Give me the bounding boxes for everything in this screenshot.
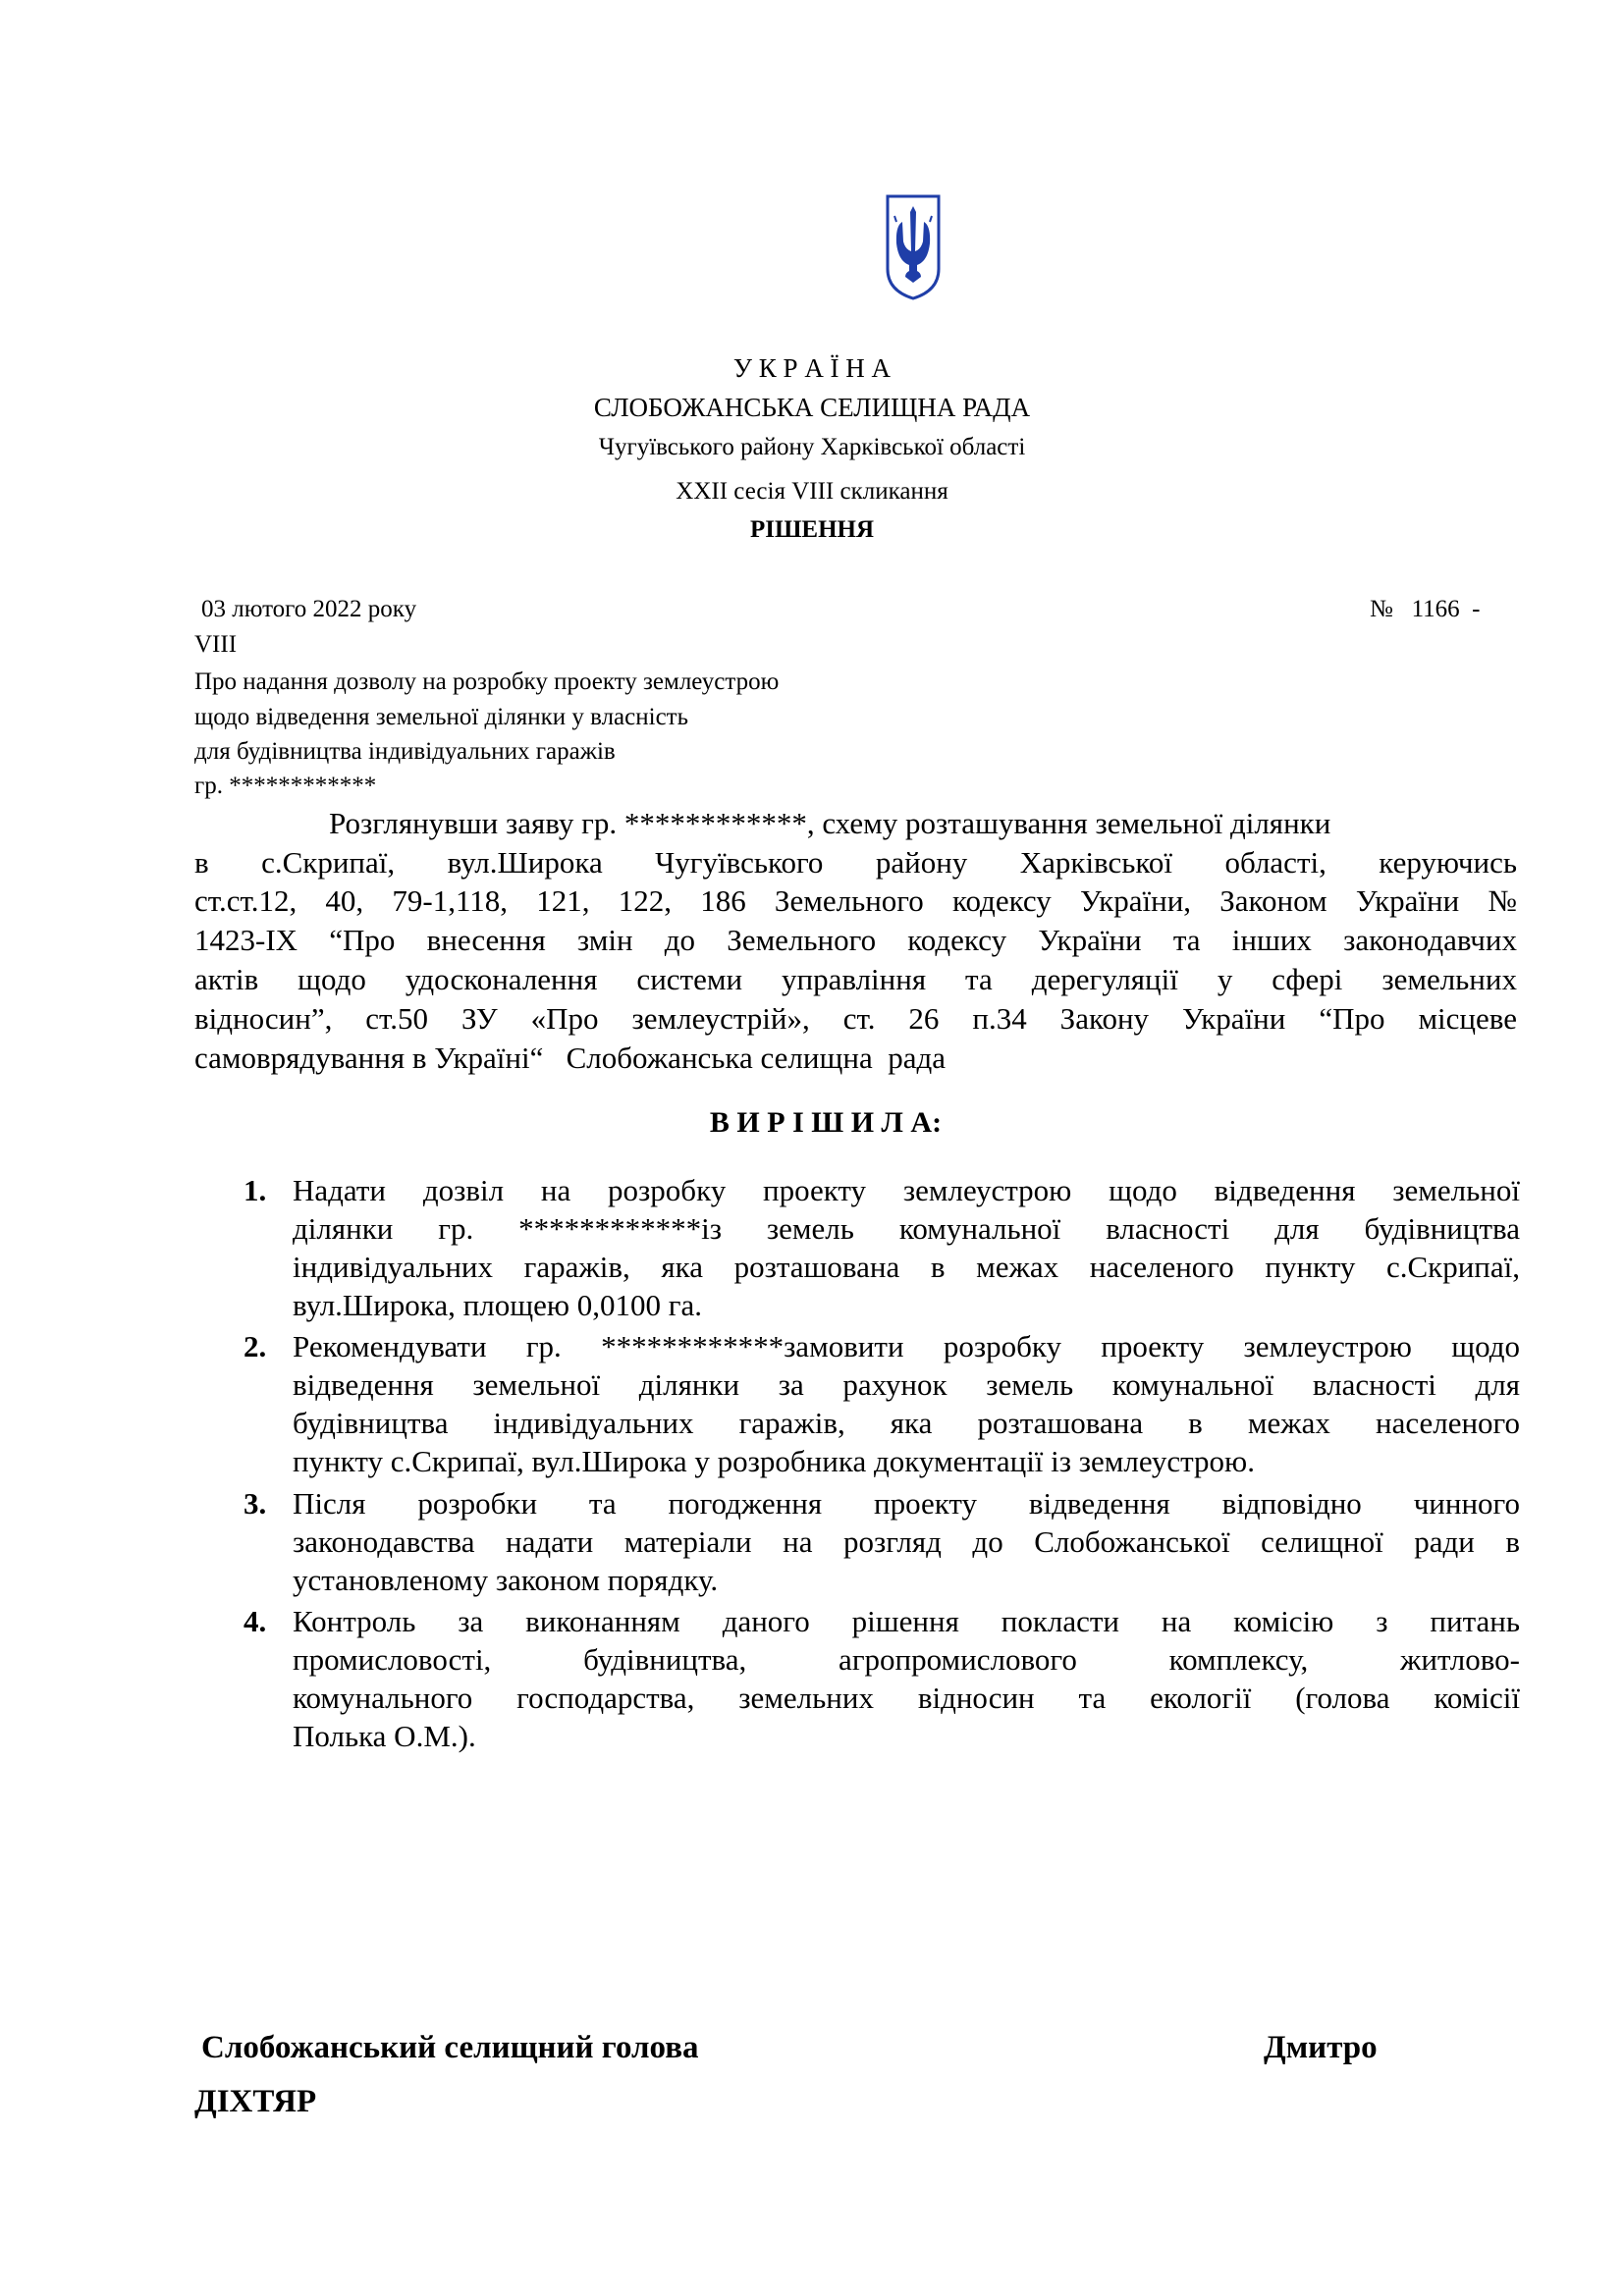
decision-1-line-1: Надати дозвіл на розробку проекту землеустрою щодо відведення земельної: [293, 1173, 1520, 1207]
decision-2-line-4: пункту с.Скрипаї, вул.Широка у розробника документації із землеустрою.: [293, 1444, 1255, 1478]
signature-title: Слобожанський селищний голова: [201, 2030, 699, 2065]
decision-number-suffix: VIII: [194, 631, 238, 658]
decision-1-line-2: ділянки гр. ************із земель комунальної власності для будівництва: [293, 1211, 1520, 1246]
decision-4-line-1: Контроль за виконанням даного рішення покласти на комісію з питань: [293, 1604, 1520, 1638]
preamble-line-3: ст.ст.12, 40, 79-1,118, 121, 122, 186 Земельного кодексу України, Законом України №: [194, 883, 1517, 918]
preamble-line-5: актів щодо удосконалення системи управління та дерегуляції у сфері земельних: [194, 962, 1517, 996]
decision-date: 03 лютого 2022 року: [201, 596, 417, 622]
resolved-heading: В И Р І Ш И Л А:: [709, 1106, 943, 1139]
decision-number: № 1166 -: [1370, 596, 1481, 622]
decision-3-line-1: Після розробки та погодження проекту відведення відповідно чинного: [293, 1486, 1520, 1521]
decision-number-1: 1.: [244, 1173, 267, 1207]
decision-3-line-3: установленому законом порядку.: [293, 1563, 719, 1597]
preamble-line-1: Розглянувши заяву гр. ************, схему розташування земельної ділянки: [329, 806, 1331, 840]
session-title: ХХІІ сесія VIII скликання: [676, 478, 948, 505]
country-title: У К Р А Ї Н А: [732, 353, 892, 383]
decision-2-line-2: відведення земельної ділянки за рахунок земель комунальної власності для: [293, 1367, 1520, 1402]
preamble-line-2: в с.Скрипаї, вул.Широка Чугуївського району Харківської області, керуючись: [194, 845, 1517, 880]
subject-line-2: щодо відведення земельної ділянки у власність: [194, 704, 688, 730]
decision-4-line-4: Полька О.М.).: [293, 1719, 476, 1753]
decision-3-line-2: законодавства надати матеріали на розгляд до Слобожанської селищної ради в: [293, 1524, 1520, 1559]
coat-of-arms-icon: [884, 192, 943, 302]
preamble-line-6: відносин”, ст.50 ЗУ «Про землеустрій», ст. 26 п.34 Закону України “Про місцеве: [194, 1001, 1517, 1036]
signature-last-name: ДІХТЯР: [194, 2084, 317, 2119]
decision-4-line-3: комунального господарства, земельних відносин та екології (голова комісії: [293, 1681, 1520, 1715]
decision-2-line-1: Рекомендувати гр. ************замовити розробку проекту землеустрою щодо: [293, 1329, 1520, 1363]
subject-line-3: для будівництва індивідуальних гаражів: [194, 738, 616, 765]
decision-number-3: 3.: [244, 1486, 267, 1521]
decision-4-line-2: промисловості, будівництва, агропромислового комплексу, житлово-: [293, 1642, 1520, 1677]
council-title: СЛОБОЖАНСЬКА СЕЛИЩНА РАДА: [593, 393, 1031, 422]
preamble-line-7: самоврядування в Україні“ Слобожанська селищна рада: [194, 1041, 946, 1075]
subject-line-4: гр. ************: [194, 773, 377, 799]
decision-2-line-3: будівництва індивідуальних гаражів, яка розташована в межах населеного: [293, 1406, 1520, 1440]
decision-1-line-4: вул.Широка, площею 0,0100 га.: [293, 1288, 702, 1322]
preamble-line-4: 1423-IX “Про внесення змін до Земельного кодексу України та інших законодавчих: [194, 923, 1517, 957]
district-title: Чугуївського району Харківської області: [598, 434, 1026, 460]
decision-number-4: 4.: [244, 1604, 267, 1638]
document-type: РІШЕННЯ: [749, 516, 875, 543]
decision-1-line-3: індивідуальних гаражів, яка розташована в межах населеного пункту с.Скрипаї,: [293, 1250, 1520, 1284]
subject-line-1: Про надання дозволу на розробку проекту землеустрою: [194, 668, 780, 695]
decision-number-2: 2.: [244, 1329, 267, 1363]
signature-first-name: Дмитро: [1264, 2030, 1378, 2065]
